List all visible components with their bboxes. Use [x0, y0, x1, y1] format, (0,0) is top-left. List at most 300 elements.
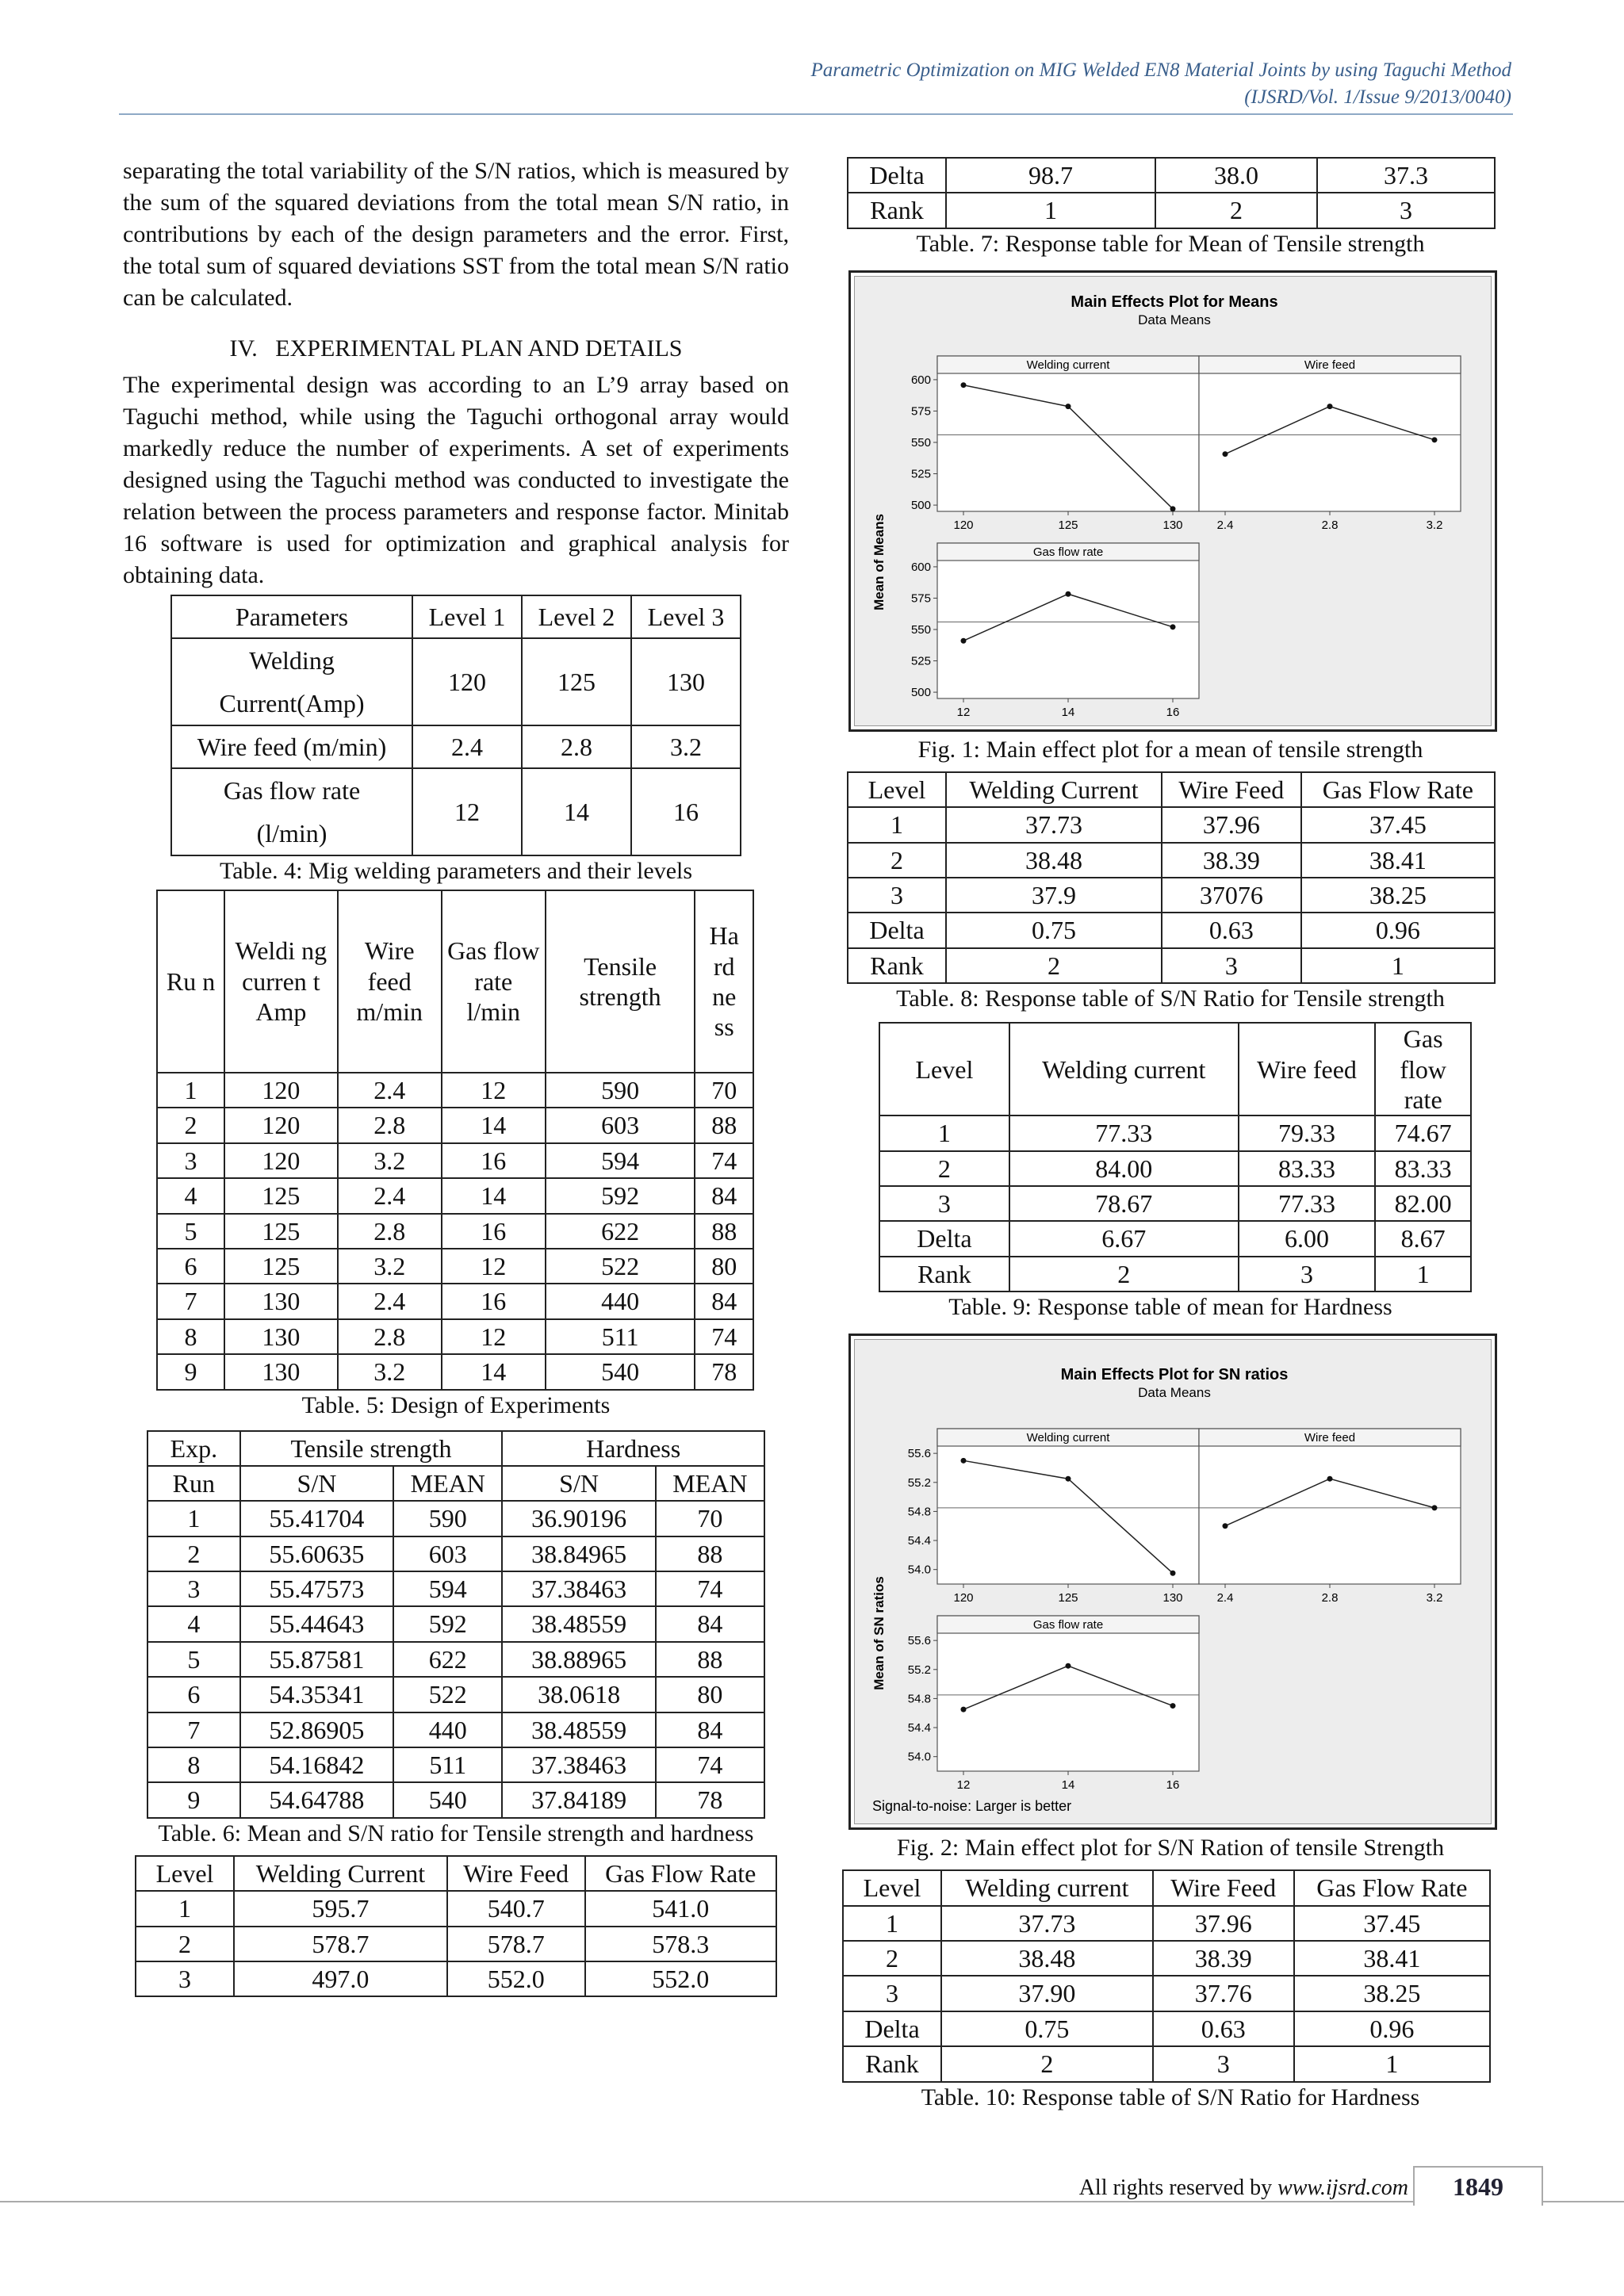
table-cell: 2.8 — [338, 1108, 442, 1142]
table-cell: 80 — [656, 1677, 764, 1712]
running-header — [811, 57, 1512, 111]
table-cell: 1 — [843, 1906, 941, 1941]
table-cell: 2 — [946, 948, 1162, 983]
table-row — [147, 1782, 764, 1817]
table-cell: 74 — [656, 1747, 764, 1782]
table-4-caption: Table. 4: Mig welding parameters and their levels — [219, 858, 693, 884]
rights-text: All rights reserved by — [1078, 2175, 1278, 2200]
table-cell: 55.60635 — [240, 1536, 393, 1571]
y-tick-label: 525 — [910, 467, 931, 481]
table-10 — [842, 1869, 1491, 2082]
data-point — [961, 638, 967, 644]
table-cell: 70 — [695, 1073, 753, 1108]
panel-title: Gas flow rate — [1032, 545, 1104, 559]
table-cell: 54.35341 — [240, 1677, 393, 1712]
table-cell: 37.96 — [1153, 1906, 1294, 1941]
panel-title: Welding current — [1026, 358, 1110, 372]
table-cell: 120 — [224, 1108, 338, 1142]
table-row — [136, 1927, 776, 1961]
table-cell: 16 — [442, 1143, 546, 1178]
table-cell: 3 — [1239, 1257, 1376, 1292]
data-point — [1223, 1523, 1228, 1529]
table-cell: 77.33 — [1009, 1115, 1239, 1150]
table-header-row — [879, 1023, 1471, 1115]
chart-subtitle: Data Means — [1138, 312, 1211, 327]
table-cell: Rank — [879, 1257, 1009, 1292]
table-header-cell: Run — [147, 1466, 240, 1501]
x-tick-label: 16 — [1166, 705, 1180, 719]
table-9-caption: Table. 9: Response table of mean for Hardness — [948, 1294, 1392, 1321]
table-header-cell: Level 2 — [522, 595, 631, 638]
table-cell: 38.41 — [1301, 843, 1495, 878]
table-cell: 9 — [147, 1782, 240, 1817]
table-cell: 603 — [393, 1536, 502, 1571]
table-cell: 37.96 — [1162, 807, 1301, 842]
data-point — [1066, 404, 1071, 409]
table-row — [136, 1891, 776, 1926]
panel-frame — [1199, 356, 1461, 511]
table-cell: 1 — [147, 1501, 240, 1536]
table-cell: 0.63 — [1162, 913, 1301, 947]
table-cell: 88 — [656, 1536, 764, 1571]
table-cell: 1 — [946, 193, 1155, 228]
table-cell: 594 — [393, 1571, 502, 1606]
table-cell: 1 — [136, 1891, 234, 1926]
table-header-cell: Parameters — [171, 595, 412, 638]
table-cell: 125 — [224, 1249, 338, 1284]
table-cell: 3 — [879, 1186, 1009, 1221]
table-cell: 2 — [843, 1941, 941, 1976]
table-8-caption: Table. 8: Response table of S/N Ratio for Tensile strength — [896, 985, 1445, 1012]
table-cell: 88 — [656, 1642, 764, 1677]
table-cell: 84 — [695, 1178, 753, 1213]
table-cell: 522 — [546, 1249, 695, 1284]
table-cell: 12 — [442, 1073, 546, 1108]
table-header-row — [147, 1466, 764, 1501]
x-tick-label: 2.8 — [1321, 518, 1339, 532]
table-header-row — [147, 1431, 764, 1466]
table-cell: 38.48 — [941, 1941, 1153, 1976]
table-cell: 37.90 — [941, 1976, 1153, 2011]
table-cell: 80 — [695, 1249, 753, 1284]
table-cell: 74 — [695, 1143, 753, 1178]
table-row — [147, 1501, 764, 1536]
table-cell: 74 — [656, 1571, 764, 1606]
table-row — [157, 1214, 753, 1249]
y-tick-label: 575 — [910, 404, 931, 419]
table-row — [147, 1747, 764, 1782]
table-7-caption: Table. 7: Response table for Mean of Tensile strength — [916, 230, 1425, 257]
table-header-cell: Welding Current — [946, 772, 1162, 807]
table-cell: 440 — [393, 1712, 502, 1747]
data-point — [1170, 1703, 1176, 1709]
table-cell: 38.84965 — [502, 1536, 655, 1571]
chart-title: Main Effects Plot for SN ratios — [1060, 1366, 1289, 1384]
y-tick-label: 55.2 — [907, 1476, 931, 1490]
table-5-caption: Table. 5: Design of Experiments — [301, 1391, 611, 1418]
table-row — [848, 193, 1495, 228]
main-effects-plot-means — [855, 277, 1494, 729]
paragraph-experimental: The experimental design was according to an L’9 array based on Taguchi method, while using the Taguchi orthogonal array would markedly reduce the number of experiments. A set of experiments designed using the Taguchi method was conducted to investigate the relation between the process parameters and response factor. Minitab 16 software is used for optimization and graphical analysis for obtaining data. — [123, 372, 789, 588]
table-cell: 16 — [631, 768, 741, 855]
x-tick-label: 14 — [1061, 1778, 1075, 1793]
table-header-cell: Ha rd ne ss — [695, 890, 753, 1073]
page-number: 1849 — [1413, 2166, 1543, 2206]
table-cell: Delta — [843, 2011, 941, 2046]
table-cell: 54.16842 — [240, 1747, 393, 1782]
table-cell: 55.44643 — [240, 1606, 393, 1641]
table-cell: 0.96 — [1301, 913, 1495, 947]
table-cell: 120 — [224, 1073, 338, 1108]
x-tick-label: 3.2 — [1426, 1591, 1443, 1605]
y-tick-label: 500 — [910, 685, 931, 699]
y-tick-label: 55.6 — [907, 1634, 931, 1648]
table-cell: 622 — [393, 1642, 502, 1677]
table-cell: 622 — [546, 1214, 695, 1249]
table-row — [147, 1536, 764, 1571]
x-tick-label: 2.4 — [1216, 1591, 1234, 1605]
data-point — [961, 1458, 967, 1464]
table-row — [147, 1712, 764, 1747]
table-cell: 120 — [224, 1143, 338, 1178]
table-header-cell: Welding current — [941, 1870, 1153, 1905]
table-cell: 2 — [848, 843, 946, 878]
table-cell: 552.0 — [447, 1961, 585, 1996]
table-cell: Delta — [848, 913, 946, 947]
table-cell: 578.7 — [234, 1927, 447, 1961]
table-cell: 2.4 — [338, 1073, 442, 1108]
table-cell: 3 — [136, 1961, 234, 1996]
table-cell: 3.2 — [338, 1249, 442, 1284]
table-row — [157, 1108, 753, 1142]
table-row — [147, 1677, 764, 1712]
table-cell: 78 — [695, 1354, 753, 1389]
table-cell: 12 — [442, 1319, 546, 1354]
table-cell: 12 — [412, 768, 522, 855]
table-cell: 1 — [1294, 2046, 1490, 2081]
data-point — [961, 1707, 967, 1712]
x-tick-label: 130 — [1162, 1591, 1183, 1605]
table-header-row — [157, 890, 753, 1073]
table-row — [136, 1961, 776, 1996]
table-cell: 125 — [522, 638, 631, 725]
table-cell: 2.8 — [338, 1319, 442, 1354]
panel-frame — [1199, 1429, 1461, 1584]
table-7 — [135, 1855, 777, 1998]
y-tick-label: 550 — [910, 435, 931, 450]
x-tick-label: 120 — [953, 518, 974, 532]
table-row — [848, 158, 1495, 193]
table-cell: 38.41 — [1294, 1941, 1490, 1976]
table-cell: 14 — [442, 1354, 546, 1389]
table-row — [157, 1073, 753, 1108]
table-cell: 0.63 — [1153, 2011, 1294, 2046]
table-cell: 2 — [1155, 193, 1317, 228]
table-header-cell: Tensile strength — [240, 1431, 503, 1466]
table-header-cell: MEAN — [393, 1466, 502, 1501]
table-cell: 38.48 — [946, 843, 1162, 878]
table-header-cell: MEAN — [656, 1466, 764, 1501]
panel-title: Wire feed — [1304, 1431, 1356, 1445]
table-cell: 578.3 — [585, 1927, 776, 1961]
header-rule — [119, 113, 1513, 115]
table-cell: 120 — [412, 638, 522, 725]
y-tick-label: 550 — [910, 622, 931, 637]
table-cell: 590 — [393, 1501, 502, 1536]
data-point — [1170, 624, 1176, 629]
table-cell: Gas flow rate (l/min) — [171, 768, 412, 855]
figure-1 — [848, 270, 1497, 732]
table-header-cell: Wire Feed — [1153, 1870, 1294, 1905]
x-tick-label: 130 — [1162, 518, 1183, 532]
table-cell: 38.0618 — [502, 1677, 655, 1712]
table-header-row — [843, 1870, 1490, 1905]
table-cell: 78 — [656, 1782, 764, 1817]
table-header-cell: Ru n — [157, 890, 224, 1073]
table-header-cell: Weldi ng curren t Amp — [224, 890, 338, 1073]
table-cell: 74.67 — [1375, 1115, 1471, 1150]
table-cell: 37.38463 — [502, 1571, 655, 1606]
table-row — [147, 1642, 764, 1677]
data-point — [1066, 591, 1071, 597]
table-row — [171, 725, 741, 768]
header-title: Parametric Optimization on MIG Welded EN8 Material Joints by using Taguchi Method — [810, 59, 1511, 81]
figure-1-caption: Fig. 1: Main effect plot for a mean of tensile strength — [917, 736, 1423, 763]
figure-2-caption: Fig. 2: Main effect plot for S/N Ration of tensile Strength — [896, 1835, 1445, 1862]
y-tick-label: 54.4 — [907, 1534, 931, 1548]
table-cell: 3 — [848, 878, 946, 913]
table-header-cell: Level 3 — [631, 595, 741, 638]
table-row — [848, 807, 1495, 842]
table-header-cell: Level 1 — [412, 595, 522, 638]
table-cell: 4 — [157, 1178, 224, 1213]
header-issue: (IJSRD/Vol. 1/Issue 9/2013/0040) — [1244, 86, 1511, 108]
table-header-cell: Gas Flow Rate — [585, 1856, 776, 1891]
table-cell: 38.25 — [1301, 878, 1495, 913]
table-cell: 8 — [157, 1319, 224, 1354]
table-header-cell: Wire feed m/min — [338, 890, 442, 1073]
table-8 — [847, 771, 1496, 984]
table-cell: 0.75 — [941, 2011, 1153, 2046]
table-cell: 2 — [136, 1927, 234, 1961]
data-point — [1432, 1506, 1438, 1511]
table-cell: 130 — [224, 1354, 338, 1389]
paragraph-intro: separating the total variability of the S/N ratios, which is measured by the sum of the squared deviations from the total mean S/N ratio, in contributions by each of the design parameters and the error. First, the total sum of squared deviations SST from the total mean S/N ratio can be calculated. — [123, 158, 789, 311]
table-cell: 55.41704 — [240, 1501, 393, 1536]
table-cell: 8 — [147, 1747, 240, 1782]
table-cell: 590 — [546, 1073, 695, 1108]
table-cell: 1 — [1301, 948, 1495, 983]
table-cell: 55.47573 — [240, 1571, 393, 1606]
table-cell: 3 — [1317, 193, 1495, 228]
table-cell: 595.7 — [234, 1891, 447, 1926]
table-cell: 83.33 — [1375, 1151, 1471, 1186]
table-cell: 37.73 — [946, 807, 1162, 842]
table-cell: 511 — [546, 1319, 695, 1354]
table-row — [171, 768, 741, 855]
table-row — [157, 1143, 753, 1178]
y-tick-label: 54.8 — [907, 1505, 931, 1519]
copyright-notice — [1079, 2175, 1408, 2201]
table-10-caption: Table. 10: Response table of S/N Ratio for Hardness — [921, 2084, 1420, 2110]
table-header-row — [848, 772, 1495, 807]
table-cell: 130 — [224, 1319, 338, 1354]
table-row — [879, 1115, 1471, 1150]
table-cell: 497.0 — [234, 1961, 447, 1996]
table-cell: 2.8 — [338, 1214, 442, 1249]
table-header-cell: Wire Feed — [1162, 772, 1301, 807]
table-6 — [147, 1430, 765, 1819]
table-cell: 578.7 — [447, 1927, 585, 1961]
table-cell: 3.2 — [338, 1143, 442, 1178]
figure-2 — [848, 1334, 1497, 1830]
table-cell: 0.75 — [946, 913, 1162, 947]
table-row — [848, 913, 1495, 947]
table-cell: 1 — [879, 1115, 1009, 1150]
data-point — [1223, 451, 1228, 457]
footer-rule — [0, 2201, 1624, 2202]
table-cell: 14 — [522, 768, 631, 855]
x-tick-label: 12 — [956, 1778, 971, 1793]
x-tick-label: 2.8 — [1321, 1591, 1339, 1605]
table-cell: 3 — [157, 1143, 224, 1178]
table-row — [848, 843, 1495, 878]
table-cell: 84 — [695, 1284, 753, 1318]
table-cell: 7 — [147, 1712, 240, 1747]
table-cell: 130 — [631, 638, 741, 725]
panel-frame — [937, 356, 1199, 511]
table-cell: 38.39 — [1162, 843, 1301, 878]
site-link[interactable]: www.ijsrd.com — [1277, 2175, 1408, 2200]
page-footer — [0, 2158, 1624, 2214]
table-cell: 522 — [393, 1677, 502, 1712]
table-row — [147, 1571, 764, 1606]
table-cell: 82.00 — [1375, 1186, 1471, 1221]
table-row — [843, 1906, 1490, 1941]
table-cell: 125 — [224, 1178, 338, 1213]
table-cell: 2 — [157, 1108, 224, 1142]
table-row — [147, 1606, 764, 1641]
table-row — [848, 948, 1495, 983]
table-header-row — [171, 595, 741, 638]
x-tick-label: 16 — [1166, 1778, 1180, 1793]
table-row — [879, 1151, 1471, 1186]
table-cell: 5 — [147, 1642, 240, 1677]
table-cell: 603 — [546, 1108, 695, 1142]
table-cell: 3 — [1162, 948, 1301, 983]
panel-title: Wire feed — [1304, 358, 1356, 372]
table-cell: 2.4 — [338, 1178, 442, 1213]
table-6-caption: Table. 6: Mean and S/N ratio for Tensile strength and hardness — [158, 1820, 754, 1846]
panel-frame — [937, 543, 1199, 698]
panel-frame — [937, 1616, 1199, 1771]
table-cell: 541.0 — [585, 1891, 776, 1926]
y-tick-label: 55.6 — [907, 1447, 931, 1461]
table-cell: 511 — [393, 1747, 502, 1782]
table-header-cell: Gas flow rate — [1375, 1023, 1471, 1115]
table-cell: 54.64788 — [240, 1782, 393, 1817]
table-header-cell: Level — [843, 1870, 941, 1905]
y-tick-label: 525 — [910, 654, 931, 668]
data-point — [1432, 437, 1438, 442]
section-heading: IV. EXPERIMENTAL PLAN AND DETAILS — [229, 335, 683, 362]
chart-note: Signal-to-noise: Larger is better — [872, 1798, 1072, 1815]
table-cell: 9 — [157, 1354, 224, 1389]
y-tick-label: 500 — [910, 498, 931, 512]
left-column — [123, 155, 789, 1997]
table-cell: 5 — [157, 1214, 224, 1249]
table-row — [843, 1976, 1490, 2011]
panel-title: Welding current — [1026, 1431, 1110, 1445]
table-header-cell: Level — [879, 1023, 1009, 1115]
table-9 — [879, 1022, 1472, 1292]
chart-title: Main Effects Plot for Means — [1071, 293, 1278, 311]
table-cell: 74 — [695, 1319, 753, 1354]
table-header-row — [136, 1856, 776, 1891]
table-cell: 2.4 — [338, 1284, 442, 1318]
table-cell: 6.00 — [1239, 1221, 1376, 1256]
table-cell: Rank — [848, 193, 946, 228]
x-tick-label: 14 — [1061, 705, 1075, 719]
table-header-cell: S/N — [502, 1466, 655, 1501]
table-7-continued — [847, 157, 1496, 229]
table-cell: 37.3 — [1317, 158, 1495, 193]
table-cell: 52.86905 — [240, 1712, 393, 1747]
table-row — [157, 1284, 753, 1318]
table-cell: 37.76 — [1153, 1976, 1294, 2011]
table-cell: 37.38463 — [502, 1747, 655, 1782]
right-column — [842, 157, 1499, 2113]
table-cell: 6.67 — [1009, 1221, 1239, 1256]
table-cell: 2.8 — [522, 725, 631, 768]
table-cell: 1 — [157, 1073, 224, 1108]
x-tick-label: 12 — [956, 705, 971, 719]
table-row — [843, 2011, 1490, 2046]
table-header-cell: S/N — [240, 1466, 393, 1501]
table-cell: 88 — [695, 1214, 753, 1249]
y-tick-label: 600 — [910, 373, 931, 387]
table-cell: Rank — [843, 2046, 941, 2081]
x-tick-label: 120 — [953, 1591, 974, 1605]
table-cell: 592 — [546, 1178, 695, 1213]
table-cell: 440 — [546, 1284, 695, 1318]
table-row — [879, 1221, 1471, 1256]
table-cell: 540 — [546, 1354, 695, 1389]
table-cell: 38.25 — [1294, 1976, 1490, 2011]
table-cell: 2 — [941, 2046, 1153, 2081]
table-cell: 3 — [843, 1976, 941, 2011]
table-row — [157, 1178, 753, 1213]
table-cell: 3 — [1153, 2046, 1294, 2081]
table-cell: 2 — [879, 1151, 1009, 1186]
table-cell: 70 — [656, 1501, 764, 1536]
table-header-cell: Welding current — [1009, 1023, 1239, 1115]
table-row — [171, 638, 741, 725]
table-cell: 2.4 — [412, 725, 522, 768]
table-cell: 12 — [442, 1249, 546, 1284]
table-cell: 3.2 — [631, 725, 741, 768]
data-point — [1066, 1476, 1071, 1482]
table-cell: 37076 — [1162, 878, 1301, 913]
table-row — [843, 2046, 1490, 2081]
table-cell: 130 — [224, 1284, 338, 1318]
table-5 — [156, 890, 754, 1391]
data-point — [1170, 506, 1176, 511]
table-cell: Rank — [848, 948, 946, 983]
table-cell: 540 — [393, 1782, 502, 1817]
table-cell: 14 — [442, 1108, 546, 1142]
table-cell: 8.67 — [1375, 1221, 1471, 1256]
